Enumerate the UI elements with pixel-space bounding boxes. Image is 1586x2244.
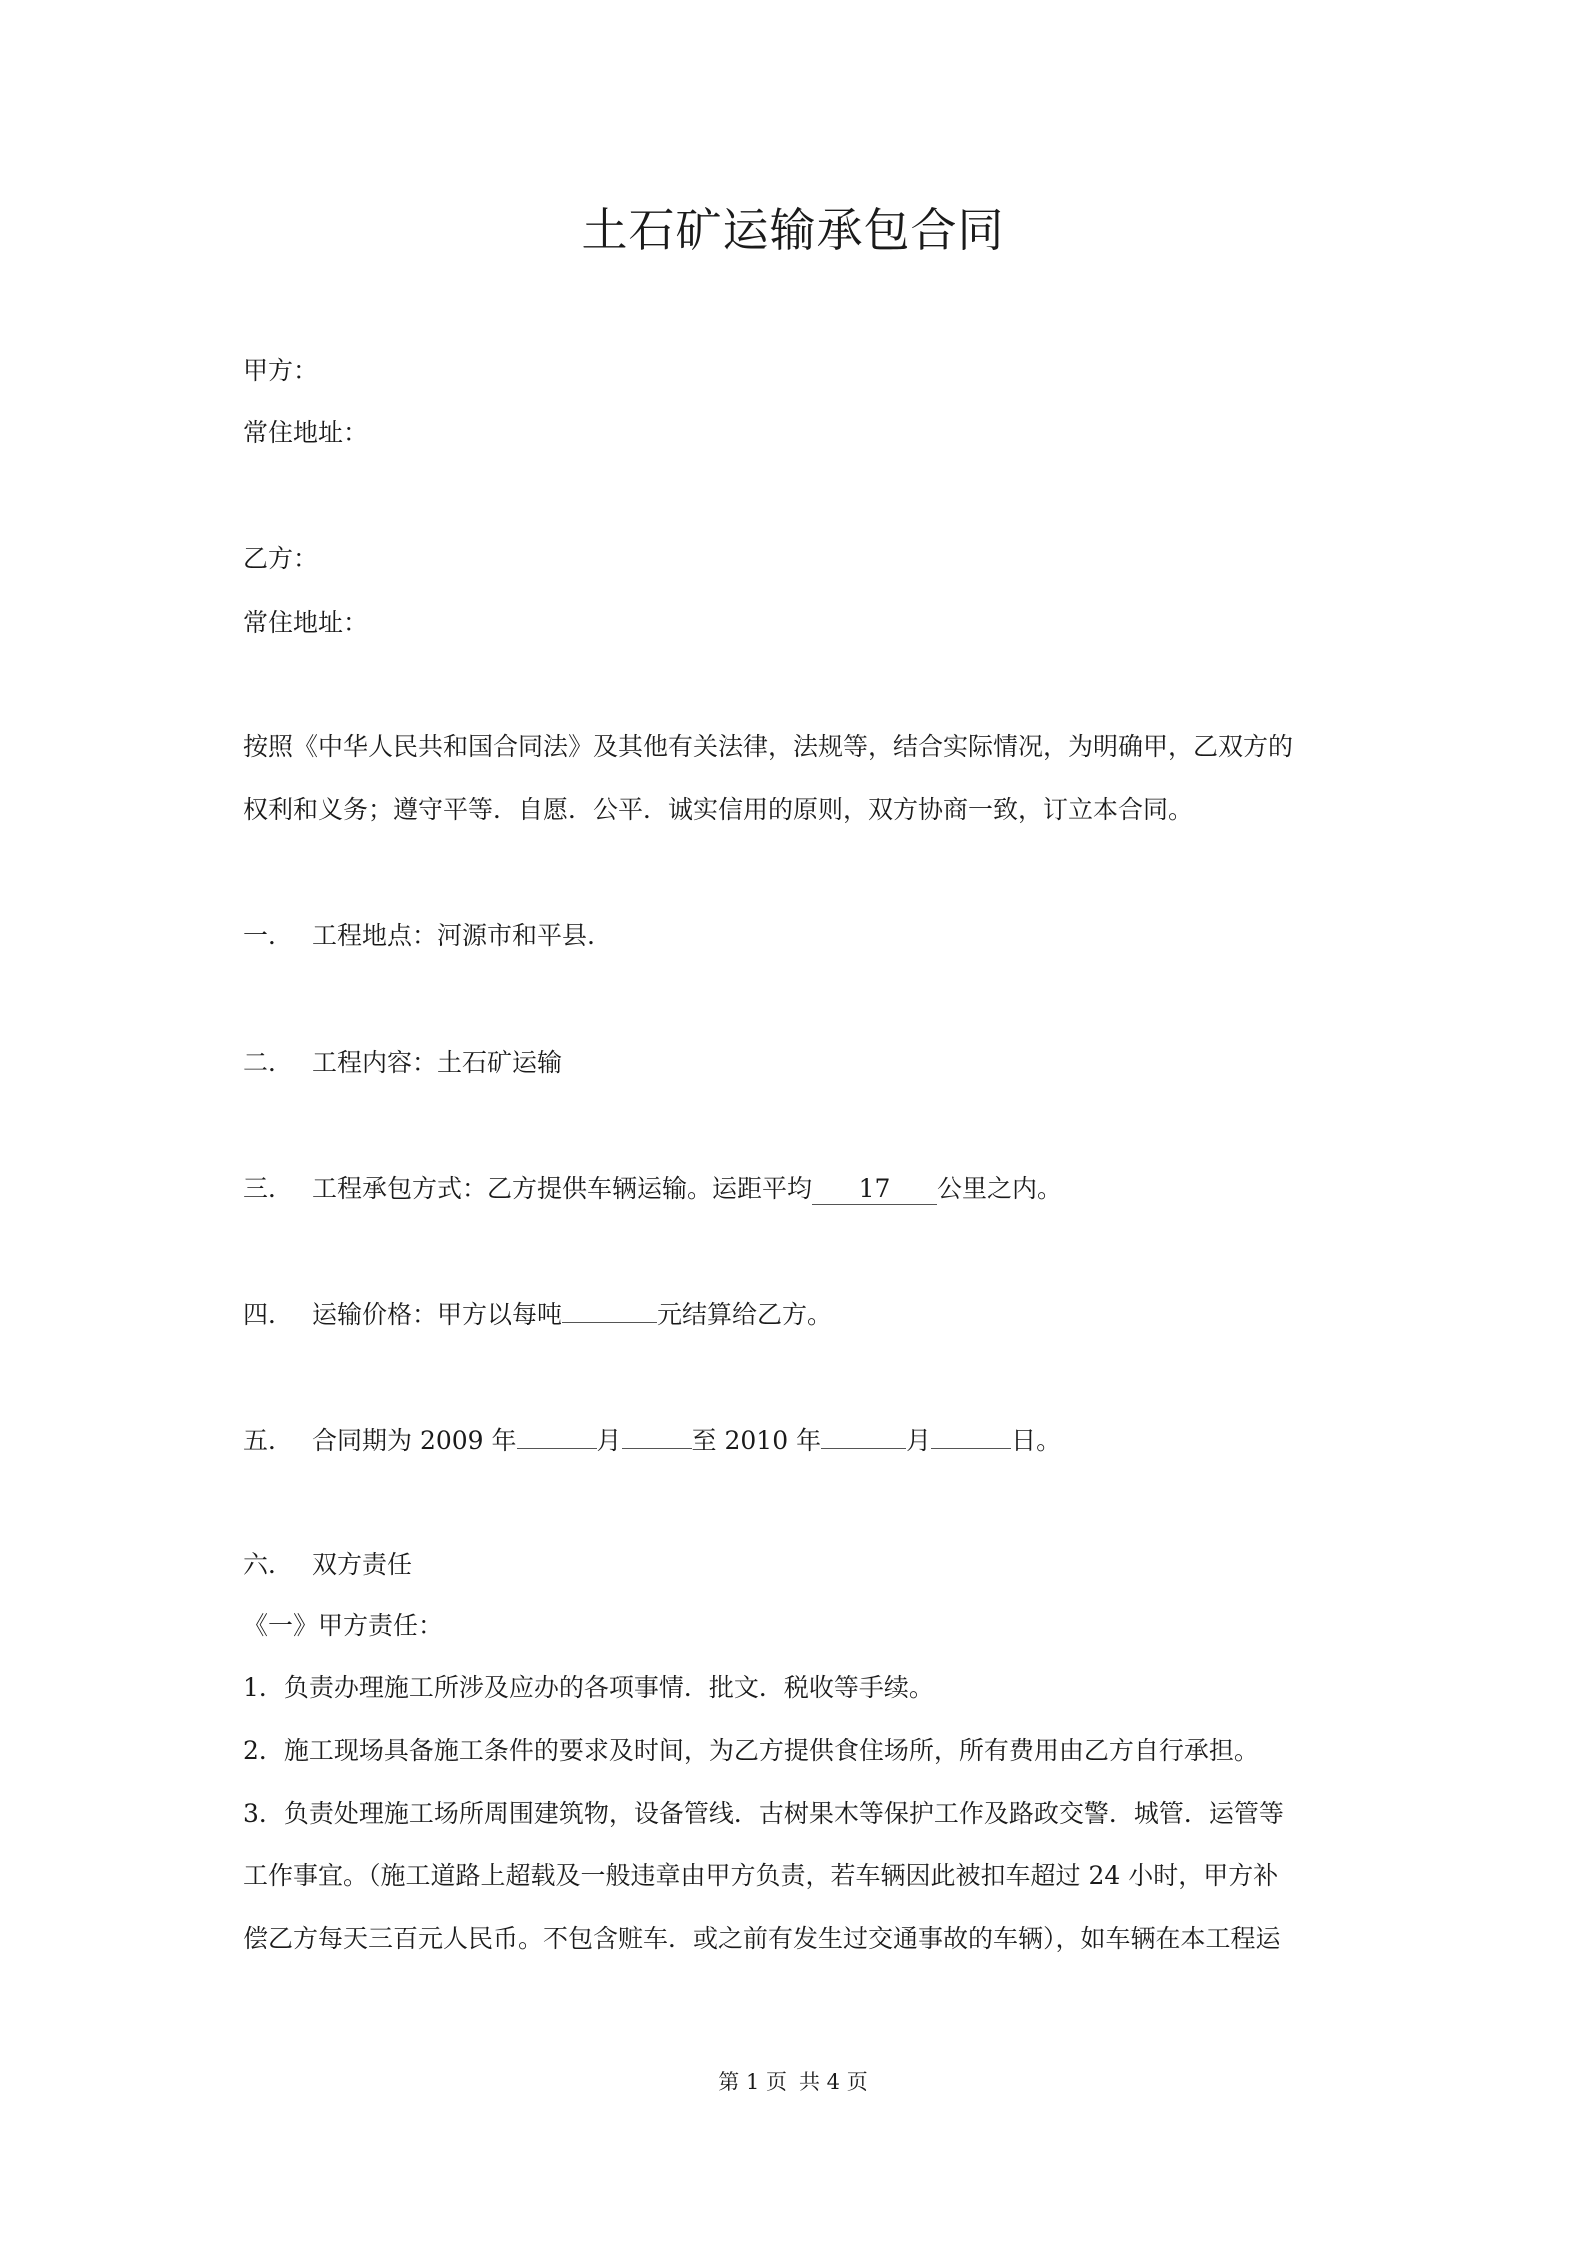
document-title: 土石矿运输承包合同 — [581, 203, 1005, 257]
clause-text: 月 — [906, 1426, 932, 1455]
preamble-line-2: 权利和义务；遵守平等．自愿．公平．诚实信用的原则，双方协商一致，订立本合同。 — [243, 795, 1194, 824]
page-footer — [0, 2067, 1586, 2097]
clause-text: 双方责任 — [312, 1550, 413, 1579]
clause-2 — [243, 1045, 562, 1081]
clause-text: 月 — [596, 1426, 622, 1455]
clause-1 — [243, 918, 595, 954]
clause-text: 工程地点：河源市和平县. — [312, 921, 595, 950]
duty-item-3-cont-2: 偿乙方每天三百元人民币。不包含赃车．或之前有发生过交通事故的车辆），如车辆在本工程运 — [243, 1924, 1281, 1953]
clause-number: 四． — [243, 1300, 294, 1329]
duty-item-3-cont-1: 工作事宜。（施工道路上超载及一般违章由甲方负责，若车辆因此被扣车超过 24 小时，甲方补 — [243, 1861, 1279, 1890]
clause-text: 工程内容：土石矿运输 — [312, 1048, 563, 1077]
clause-text: 元结算给乙方。 — [657, 1300, 833, 1329]
party-a-duties-heading: 《一》甲方责任： — [243, 1611, 444, 1640]
price-field[interactable] — [562, 1322, 657, 1323]
clause-4 — [243, 1297, 832, 1333]
clause-6 — [243, 1547, 412, 1583]
clause-5 — [243, 1423, 1061, 1459]
duty-item-2: 2．施工现场具备施工条件的要求及时间，为乙方提供食住场所，所有费用由乙方自行承担。 — [243, 1736, 1259, 1765]
start-day-field[interactable] — [622, 1448, 692, 1449]
party-b-address-label: 常住地址： — [243, 608, 369, 637]
party-b-label: 乙方： — [243, 544, 319, 573]
start-month-field[interactable] — [517, 1448, 597, 1449]
clause-text: 工程承包方式：乙方提供车辆运输。运距平均 — [312, 1174, 813, 1203]
duty-item-3: 3．负责处理施工场所周围建筑物，设备管线．古树果木等保护工作及路政交警．城管．运管等 — [243, 1799, 1284, 1828]
clause-number: 三． — [243, 1174, 294, 1203]
preamble-line-1: 按照《中华人民共和国合同法》及其他有关法律，法规等，结合实际情况，为明确甲，乙双方的 — [243, 732, 1294, 761]
clause-3 — [243, 1171, 1062, 1207]
party-a-label: 甲方： — [243, 356, 319, 385]
end-month-field[interactable] — [821, 1448, 906, 1449]
clause-text: 公里之内。 — [937, 1174, 1063, 1203]
clause-number: 五． — [243, 1426, 294, 1455]
party-a-address-label: 常住地址： — [243, 418, 369, 447]
clause-number: 二． — [243, 1048, 294, 1077]
clause-number: 六． — [243, 1550, 294, 1579]
end-day-field[interactable] — [931, 1448, 1011, 1449]
distance-field[interactable]: 17 — [812, 1174, 937, 1205]
clause-text: 合同期为 2009 年 — [312, 1426, 517, 1455]
duty-item-1: 1．负责办理施工所涉及应办的各项事情．批文．税收等手续。 — [243, 1673, 934, 1702]
page-number: 第 1 页 — [718, 2070, 787, 2094]
clause-number: 一． — [243, 921, 294, 950]
clause-text: 运输价格：甲方以每吨 — [312, 1300, 563, 1329]
page-total: 共 4 页 — [799, 2070, 868, 2094]
clause-text: 日。 — [1011, 1426, 1062, 1455]
clause-text: 至 2010 年 — [691, 1426, 822, 1455]
